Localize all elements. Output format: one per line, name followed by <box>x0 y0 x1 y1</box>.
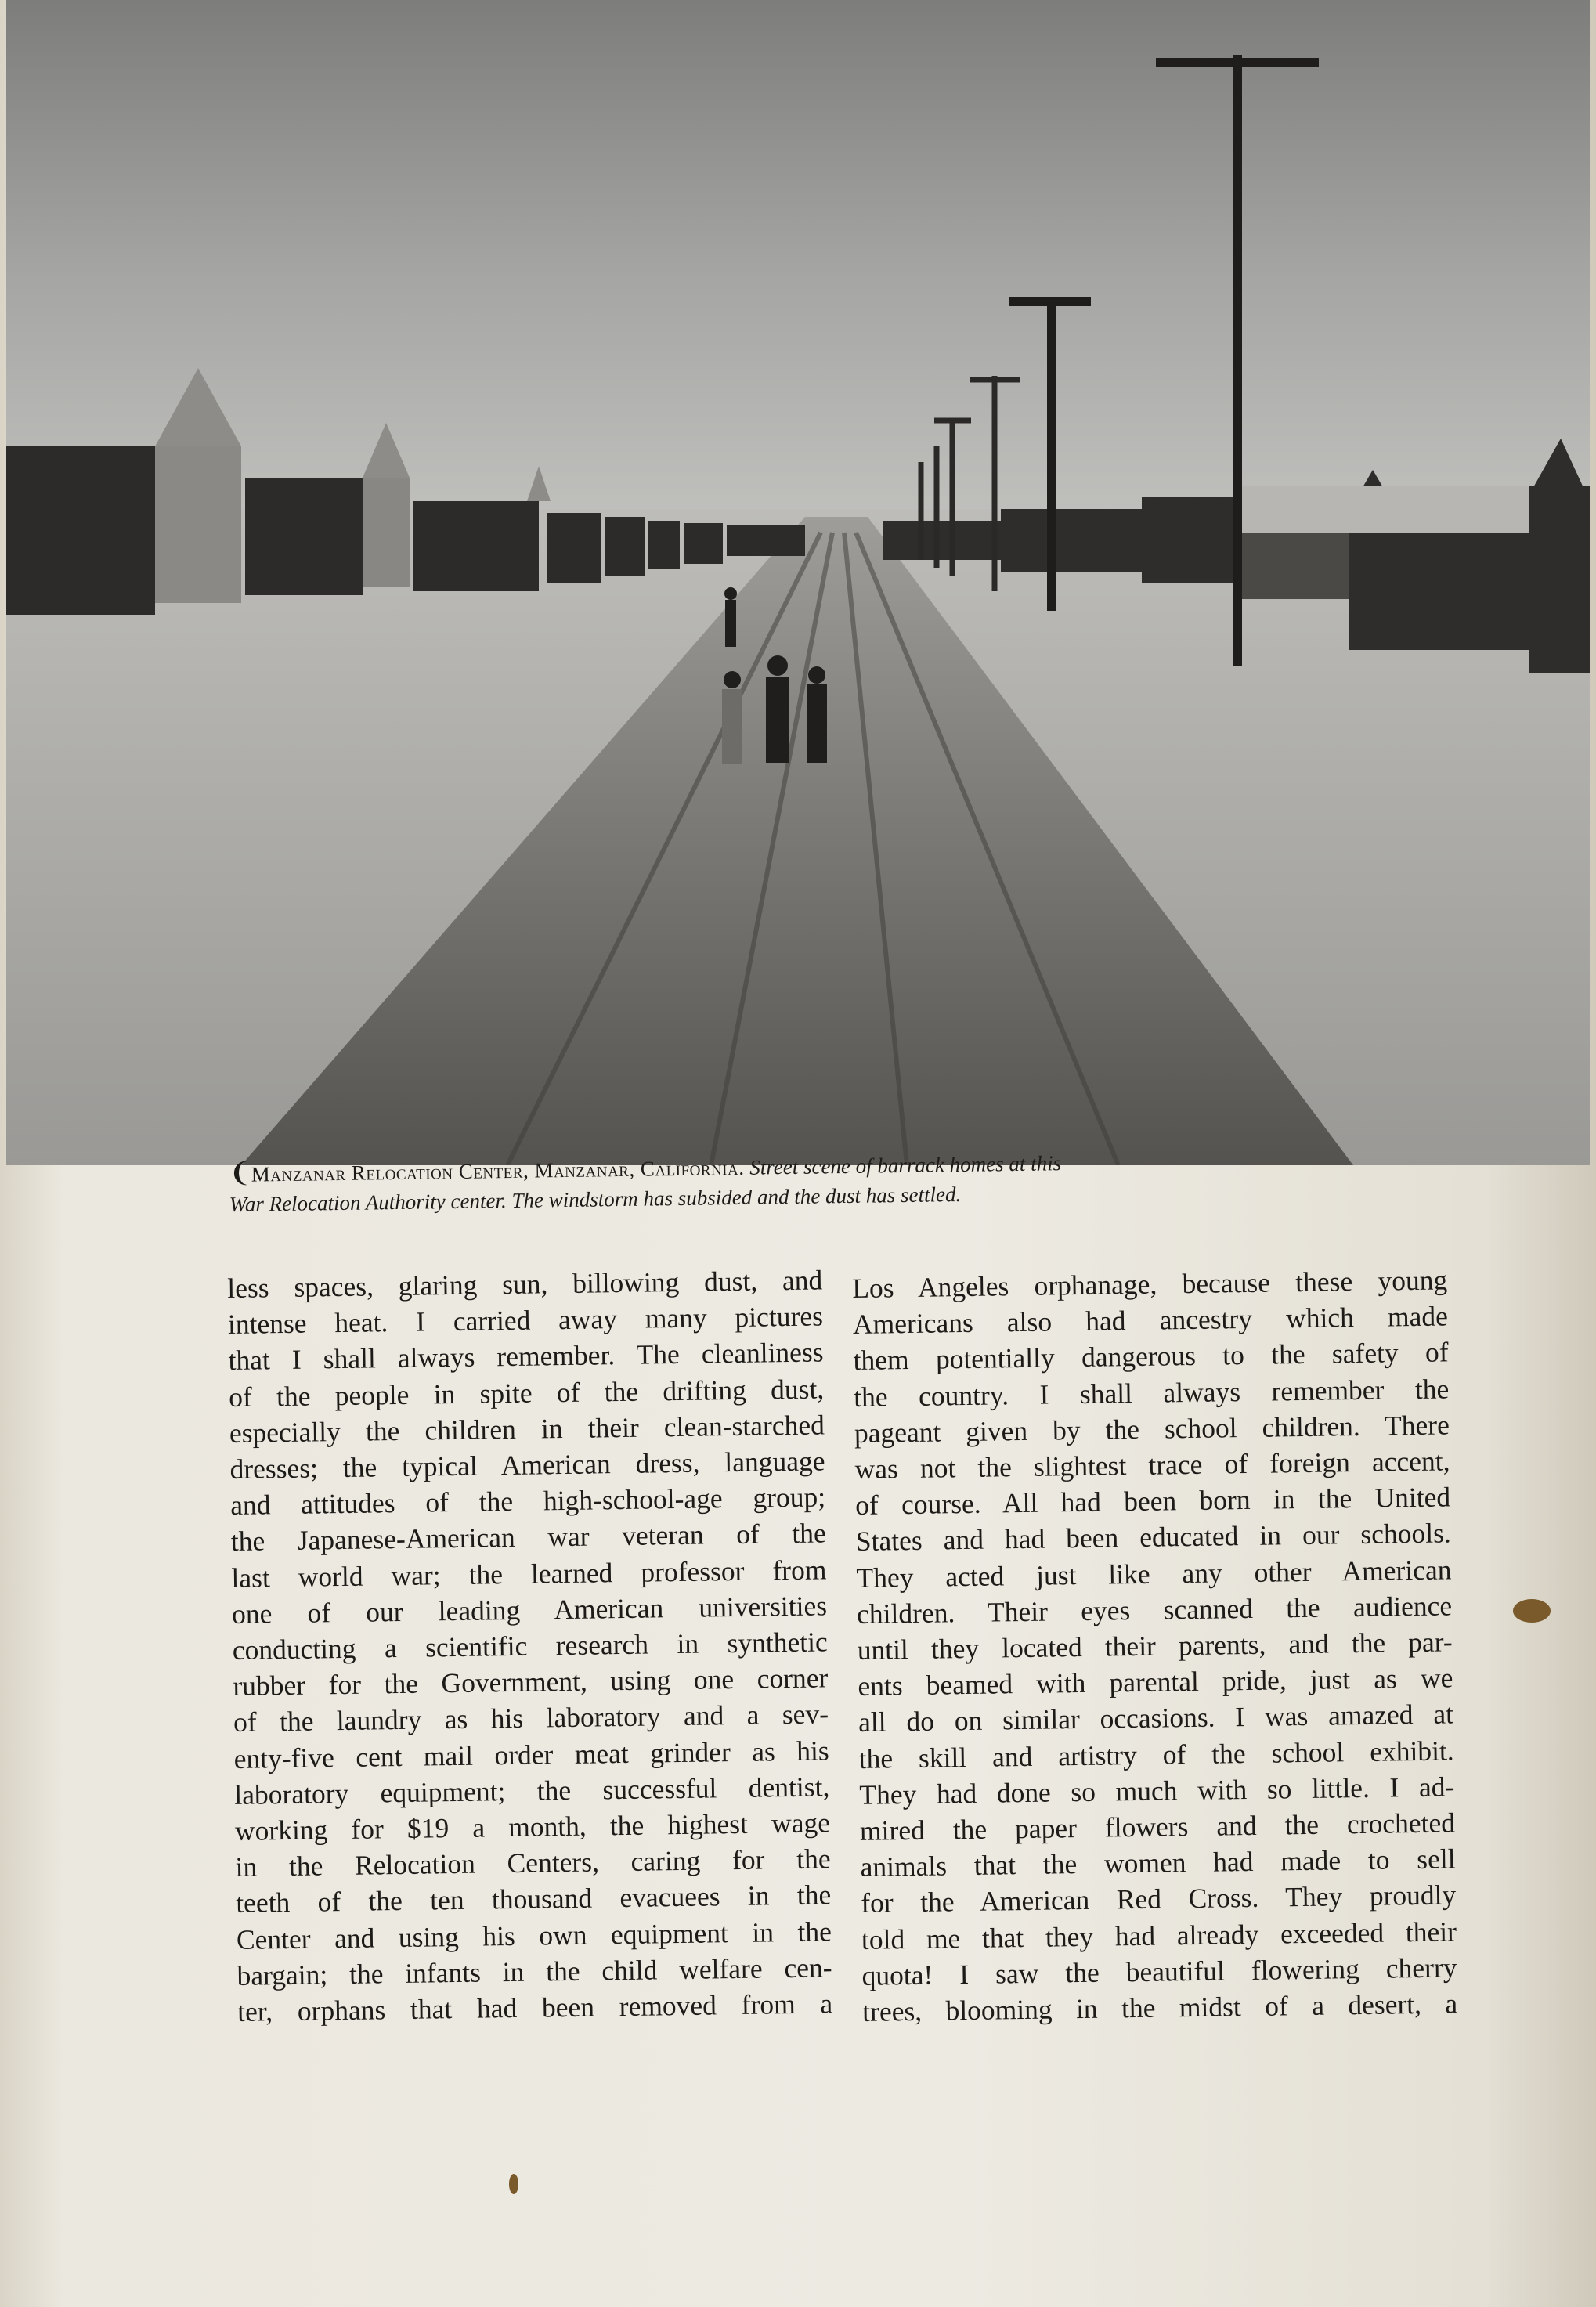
left-line: of the people in spite of the drifting dust, <box>228 1372 825 1413</box>
caption-title: Manzanar Relocation Center, Manzanar, California. <box>251 1155 745 1186</box>
right-line: told me that they had already exceeded their <box>861 1915 1457 1955</box>
right-line: was not the slightest trace of foreign accent, <box>854 1445 1450 1485</box>
left-line: working for $19 a month, the highest wage <box>234 1807 831 1847</box>
caption-text-line1: Street scene of barrack homes at this <box>744 1151 1062 1179</box>
right-line: of course. All had been born in the United <box>854 1481 1451 1522</box>
right-line: pageant given by the school children. There <box>854 1409 1450 1449</box>
left-line: conducting a scientific research in synthetic <box>232 1626 828 1666</box>
left-line: of the laundry as his laboratory and a sev- <box>233 1698 829 1738</box>
left-line: less spaces, glaring sun, billowing dust, and <box>227 1264 823 1304</box>
left-line: intense heat. I carried away many pictures <box>227 1300 824 1341</box>
right-line: Americans also had ancestry which made <box>852 1300 1449 1341</box>
left-line: the Japanese-American war veteran of the <box>230 1517 827 1558</box>
left-line: bargain; the infants in the child welfare cen- <box>237 1951 832 1991</box>
right-line: animals that the women had made to sell <box>860 1843 1456 1883</box>
right-line: the skill and artistry of the school exhibit. <box>858 1734 1454 1774</box>
left-line: teeth of the ten thousand evacuees in the <box>236 1879 832 1919</box>
caption-text-line2: War Relocation Authority center. The windstorm has subsided and the dust has settled. <box>229 1182 962 1216</box>
left-line: laboratory equipment; the successful dentist, <box>234 1771 830 1811</box>
right-line: mired the paper flowers and the crocheted <box>859 1807 1456 1847</box>
left-column <box>227 1262 832 2030</box>
left-line: Center and using his own equipment in the <box>236 1915 832 1955</box>
right-column <box>852 1262 1457 2030</box>
left-line: one of our leading American universities <box>231 1590 828 1630</box>
right-line: children. Their eyes scanned the audience <box>856 1590 1453 1630</box>
left-line: especially the children in their clean-starched <box>229 1409 825 1449</box>
left-line: and attitudes of the high-school-age group; <box>229 1481 826 1522</box>
right-line: They had done so much with so little. I ad- <box>859 1771 1455 1811</box>
photo-illustration <box>6 0 1590 1165</box>
right-line: trees, blooming in the midst of a desert, a <box>861 1987 1458 2027</box>
right-line: them potentially dangerous to the safety of <box>853 1336 1449 1377</box>
right-line: the country. I shall always remember the <box>853 1372 1450 1413</box>
paper-speck <box>1513 1599 1551 1623</box>
left-line: enty-five cent mail order meat grinder as his <box>233 1734 829 1774</box>
left-line: last world war; the learned professor from <box>231 1553 827 1594</box>
caption-mark: ❨ <box>229 1158 252 1188</box>
left-line: rubber for the Government, using one corner <box>233 1662 829 1702</box>
right-line: ents beamed with parental pride, just as we <box>858 1662 1453 1702</box>
left-line: ter, orphans that had been removed from a <box>237 1987 833 2027</box>
right-line: They acted just like any other American <box>856 1553 1452 1594</box>
right-line: until they located their parents, and the par- <box>857 1626 1453 1666</box>
right-line: quota! I saw the beautiful flowering cherry <box>861 1951 1457 1991</box>
right-line: Los Angeles orphanage, because these young <box>852 1264 1448 1304</box>
manzanar-street-photo <box>6 0 1590 1165</box>
paper-speck <box>509 2174 518 2194</box>
left-line: that I shall always remember. The cleanliness <box>228 1336 824 1377</box>
right-line: for the American Red Cross. They proudly <box>861 1879 1457 1919</box>
right-line: States and had been educated in our schools. <box>855 1517 1452 1558</box>
left-line: dresses; the typical American dress, language <box>229 1445 825 1485</box>
right-line: all do on similar occasions. I was amazed at <box>858 1698 1454 1738</box>
left-line: in the Relocation Centers, caring for the <box>235 1843 831 1883</box>
